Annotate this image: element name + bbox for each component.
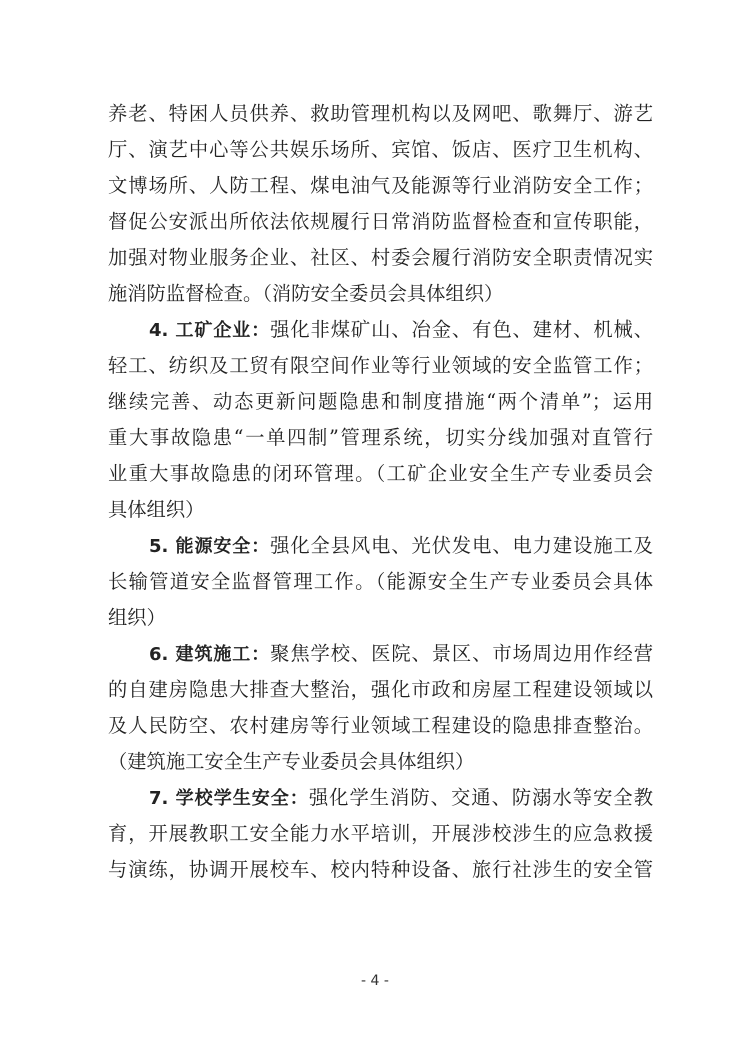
text-line-with-heading: [108, 636, 653, 672]
text-line: 文博场所、人防工程、煤电油气及能源等行业消防安全工作；: [108, 174, 653, 197]
text-line: 具体组织）: [108, 498, 205, 521]
text-line-with-heading: [108, 312, 653, 348]
text-line-with-heading: [108, 780, 653, 816]
text-line: 重大事故隐患“一单四制”管理系统，切实分线加强对直管行: [108, 426, 653, 449]
text-line: 强化全县风电、光伏发电、电力建设施工及: [270, 534, 653, 557]
paragraph-school-safety: [108, 780, 653, 888]
text-line: 育，开展教职工安全能力水平培训，开展涉校涉生的应急救援: [108, 822, 653, 845]
section-heading: 4. 工矿企业：: [149, 320, 271, 341]
text-line: 施消防监督检查。（消防安全委员会具体组织）: [108, 282, 504, 305]
text-line: 厅、演艺中心等公共娱乐场所、宾馆、饭店、医疗卫生机构、: [108, 138, 653, 161]
text-line: 的自建房隐患大排查大整治，强化市政和房屋工程建设领域以: [108, 678, 653, 701]
text-line: 聚焦学校、医院、景区、市场周边用作经营: [270, 642, 653, 665]
text-line: 继续完善、动态更新问题隐患和制度措施“两个清单”；运用: [108, 390, 653, 413]
text-line: 及人民防空、农村建房等行业领域工程建设的隐患排查整治。: [108, 714, 653, 737]
text-line: （建筑施工安全生产专业委员会具体组织）: [108, 750, 475, 773]
section-heading: 7. 学校学生安全：: [149, 788, 309, 809]
text-line: 组织）: [108, 606, 166, 629]
text-line: 与演练，协调开展校车、校内特种设备、旅行社涉生的安全管: [108, 858, 653, 881]
text-line: 督促公安派出所依法依规履行日常消防监督检查和宣传职能，: [108, 210, 653, 233]
text-line: 强化学生消防、交通、防溺水等安全教: [308, 786, 653, 809]
text-line-with-heading: [108, 528, 653, 564]
text-line: 养老、特困人员供养、救助管理机构以及网吧、歌舞厅、游艺: [108, 102, 653, 125]
text-line: 业重大事故隐患的闭环管理。（工矿企业安全生产专业委员会: [108, 462, 653, 485]
paragraph-industrial-mining: [108, 312, 653, 528]
document-body: [108, 96, 653, 888]
text-line: 加强对物业服务企业、社区、村委会履行消防安全职责情况实: [108, 246, 653, 269]
page-number: - 4 -: [361, 973, 389, 989]
section-heading: 6. 建筑施工：: [149, 644, 271, 665]
text-line: 长输管道安全监督管理工作。（能源安全生产专业委员会具体: [108, 570, 653, 593]
text-line: 轻工、纺织及工贸有限空间作业等行业领域的安全监管工作；: [108, 354, 653, 377]
text-line: 强化非煤矿山、冶金、有色、建材、机械、: [270, 318, 653, 341]
paragraph-fire-safety-continued: [108, 96, 653, 312]
paragraph-energy-safety: [108, 528, 653, 636]
paragraph-construction: [108, 636, 653, 780]
section-heading: 5. 能源安全：: [149, 536, 271, 557]
